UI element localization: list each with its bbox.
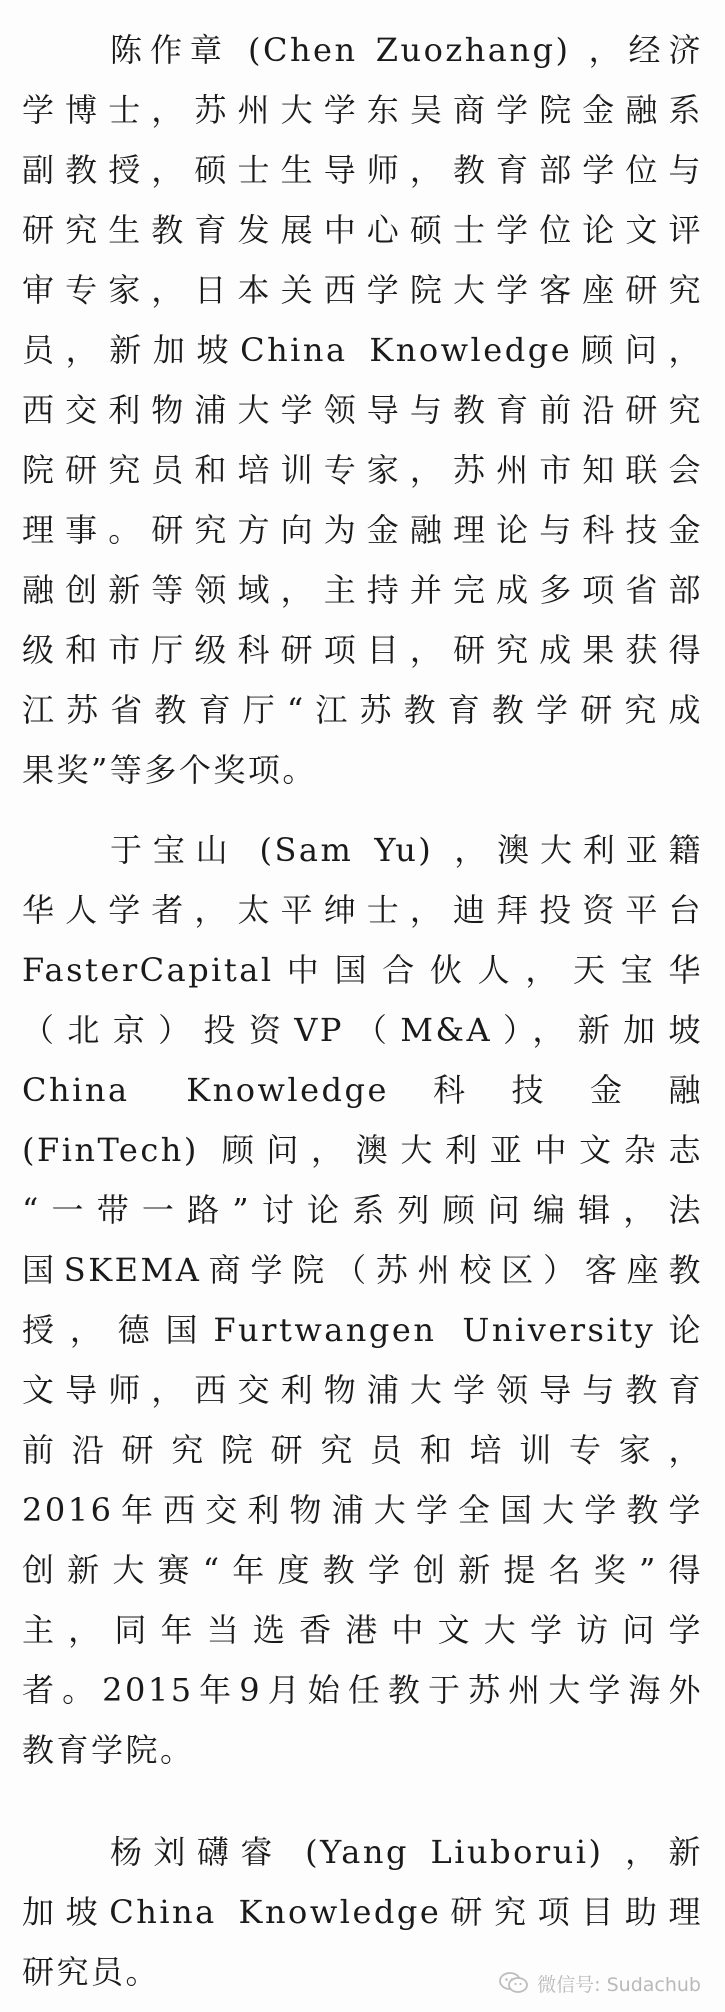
text-line: 主，同年当选香港中文大学访问学 (22, 1611, 703, 1649)
text-line: 融创新等领域，主持并完成多项省部 (22, 571, 703, 609)
text-line: 授，德国Furtwangen University论 (22, 1311, 703, 1349)
text-line: 教育学院。 (22, 1731, 195, 1769)
text-line: 前沿研究院研究员和培训专家， (22, 1431, 703, 1469)
text-line: 江苏省教育厅“江苏教育教学研究成 (22, 691, 703, 729)
text-line: “一带一路”讨论系列顾问编辑，法 (22, 1191, 703, 1229)
text-line: 国SKEMA商学院（苏州校区）客座教 (22, 1251, 703, 1289)
text-line: 文导师，西交利物浦大学领导与教育 (22, 1371, 703, 1409)
text-line: 加坡China Knowledge研究项目助理 (22, 1893, 703, 1931)
text-line: 华人学者，太平绅士，迪拜投资平台 (22, 891, 703, 929)
text-line: 研究生教育发展中心硕士学位论文评 (22, 211, 703, 249)
text-line: 创新大赛“年度教学创新提名奖”得 (22, 1551, 703, 1589)
text-line: 2016年西交利物浦大学全国大学教学 (22, 1491, 703, 1529)
text-line: 杨刘礴睿 (Yang Liuborui) ，新 (110, 1833, 703, 1871)
text-line: 研究员。 (22, 1953, 161, 1991)
text-line: （北京）投资VP（M&A），新加坡 (22, 1011, 703, 1049)
text-line: 者。2015年9月始任教于苏州大学海外 (22, 1671, 703, 1709)
wechat-icon (499, 1971, 529, 1995)
text-line: (FinTech) 顾问，澳大利亚中文杂志 (22, 1131, 703, 1169)
text-line: 学博士，苏州大学东吴商学院金融系 (22, 91, 703, 129)
text-line: 理事。研究方向为金融理论与科技金 (22, 511, 703, 549)
text-line: FasterCapital中国合伙人，天宝华 (22, 951, 703, 989)
text-line: 级和市厅级科研项目，研究成果获得 (22, 631, 703, 669)
text-line: 果奖”等多个奖项。 (22, 751, 317, 789)
wechat-watermark (499, 1966, 701, 2000)
text-line: 员，新加坡China Knowledge顾问， (22, 331, 703, 369)
text-line: 院研究员和培训专家，苏州市知联会 (22, 451, 703, 489)
text-line: 审专家，日本关西学院大学客座研究 (22, 271, 703, 309)
text-line: 于宝山 (Sam Yu) ，澳大利亚籍 (110, 831, 703, 869)
text-line: 西交利物浦大学领导与教育前沿研究 (22, 391, 703, 429)
text-line: 副教授，硕士生导师，教育部学位与 (22, 151, 703, 189)
text-line: 陈作章 (Chen Zuozhang) ，经济 (110, 31, 703, 69)
text-line: China Knowledge科技金融 (22, 1071, 703, 1109)
watermark-text: 微信号: Sudachub (537, 1973, 701, 1996)
